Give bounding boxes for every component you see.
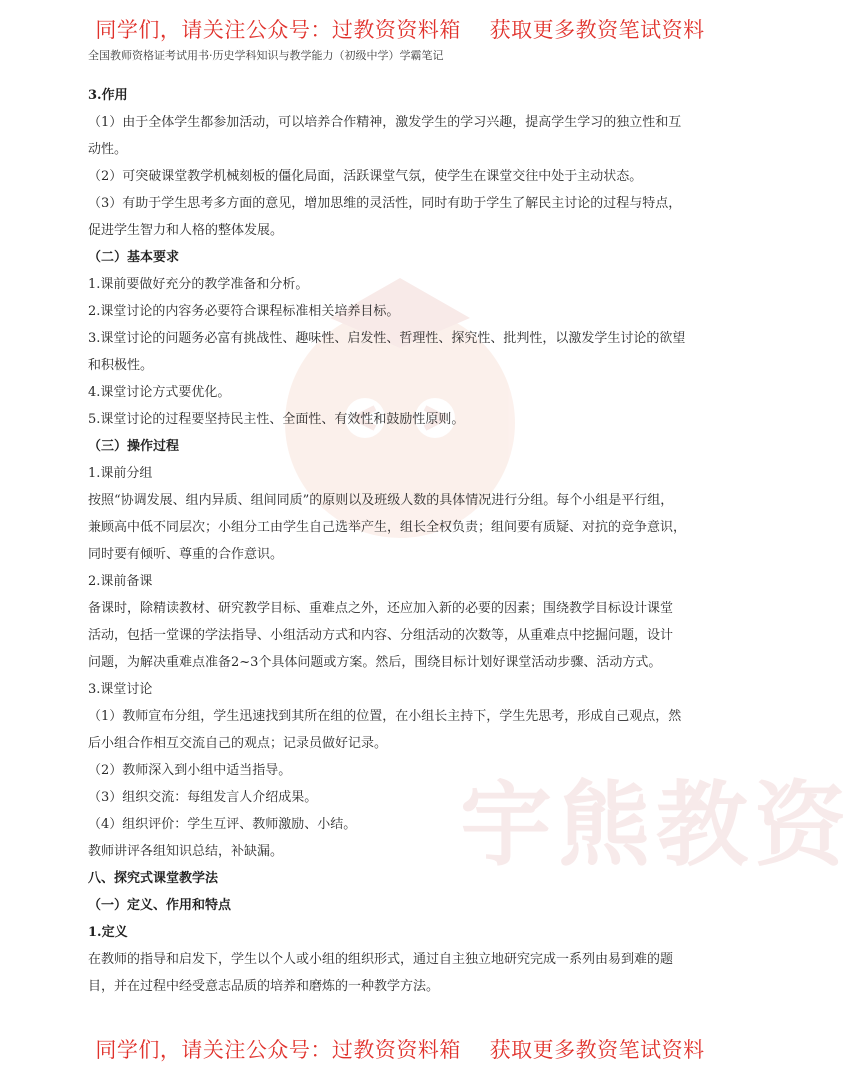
body-text-line: 3.课堂讨论 bbox=[88, 682, 153, 697]
body-text-line: （3）组织交流：每组发言人介绍成果。 bbox=[88, 790, 318, 805]
body-text-line: 备课时，除精读教材、研究教学目标、重难点之外，还应加入新的必要的因素；围绕教学目标设计课堂 bbox=[88, 601, 674, 616]
body-text-line: 在教师的指导和启发下，学生以个人或小组的组织形式，通过自主独立地研究完成一系列由易到难的题 bbox=[88, 952, 674, 967]
body-text-line: 动性。 bbox=[88, 142, 128, 157]
bottom-promo-banner: 同学们，请关注公众号：过教资资料箱 获取更多教资笔试资料 bbox=[95, 1038, 705, 1062]
body-text-line: 后小组合作相互交流自己的观点；记录员做好记录。 bbox=[88, 736, 388, 751]
body-text-line: 兼顾高中低不同层次；小组分工由学生自己选举产生，组长全权负责；组间要有质疑、对抗的竞争意识， bbox=[88, 520, 687, 535]
section-heading: （三）操作过程 bbox=[88, 439, 180, 454]
body-text-line: 2.课堂讨论的内容务必要符合课程标准相关培养目标。 bbox=[88, 304, 400, 319]
body-text-line: 同时要有倾听、尊重的合作意识。 bbox=[88, 547, 284, 562]
section-heading: （二）基本要求 bbox=[88, 250, 180, 265]
body-text-line: 5.课堂讨论的过程要坚持民主性、全面性、有效性和鼓励性原则。 bbox=[88, 412, 465, 427]
body-text-line: 目，并在过程中经受意志品质的培养和磨炼的一种教学方法。 bbox=[88, 979, 440, 994]
body-text-line: 1.课前分组 bbox=[88, 466, 153, 481]
body-text-line: （1）教师宣布分组，学生迅速找到其所在组的位置，在小组长主持下，学生先思考，形成自己观点，然 bbox=[88, 709, 682, 724]
body-text-line: 4.课堂讨论方式要优化。 bbox=[88, 385, 231, 400]
body-text-line: （1）由于全体学生都参加活动，可以培养合作精神，激发学生的学习兴趣，提高学生学习的独立性和互 bbox=[88, 115, 682, 130]
running-header: 全国教师资格证考试用书·历史学科知识与教学能力（初级中学）学霸笔记 bbox=[88, 49, 444, 62]
section-heading: 1.定义 bbox=[88, 925, 128, 940]
body-text-line: （2）教师深入到小组中适当指导。 bbox=[88, 763, 292, 778]
body-text-line: 3.课堂讨论的问题务必富有挑战性、趣味性、启发性、哲理性、探究性、批判性，以激发学生讨论的欲望 bbox=[88, 331, 686, 346]
body-text-line: （2）可突破课堂教学机械刻板的僵化局面，活跃课堂气氛，使学生在课堂交往中处于主动状态。 bbox=[88, 169, 643, 184]
body-text-line: 活动，包括一堂课的学法指导、小组活动方式和内容、分组活动的次数等，从重难点中挖掘问题，设计 bbox=[88, 628, 674, 643]
brand-watermark-text: 宇熊教资 bbox=[460, 772, 852, 879]
body-text-line: 按照“协调发展、组内异质、组间同质”的原则以及班级人数的具体情况进行分组。每个小组是平行组， bbox=[88, 493, 674, 508]
body-text-line: （4）组织评价：学生互评、教师激励、小结。 bbox=[88, 817, 357, 832]
body-text-line: 和积极性。 bbox=[88, 358, 154, 373]
body-text-line: 1.课前要做好充分的教学准备和分析。 bbox=[88, 277, 309, 292]
body-text-line: 促进学生智力和人格的整体发展。 bbox=[88, 223, 284, 238]
section-heading: 八、探究式课堂教学法 bbox=[88, 871, 219, 886]
section-heading: （一）定义、作用和特点 bbox=[88, 898, 232, 913]
body-text-line: （3）有助于学生思考多方面的意见，增加思维的灵活性，同时有助于学生了解民主讨论的过程与特点， bbox=[88, 196, 682, 211]
body-text-line: 2.课前备课 bbox=[88, 574, 153, 589]
section-heading: 3.作用 bbox=[88, 88, 128, 103]
top-promo-banner: 同学们，请关注公众号：过教资资料箱 获取更多教资笔试资料 bbox=[95, 18, 705, 42]
body-text-line: 问题，为解决重难点准备2~3个具体问题或方案。然后，围绕目标计划好课堂活动步骤、活动方式。 bbox=[88, 655, 662, 670]
document-body bbox=[88, 82, 718, 1000]
body-text-line: 教师讲评各组知识总结，补缺漏。 bbox=[88, 844, 284, 859]
